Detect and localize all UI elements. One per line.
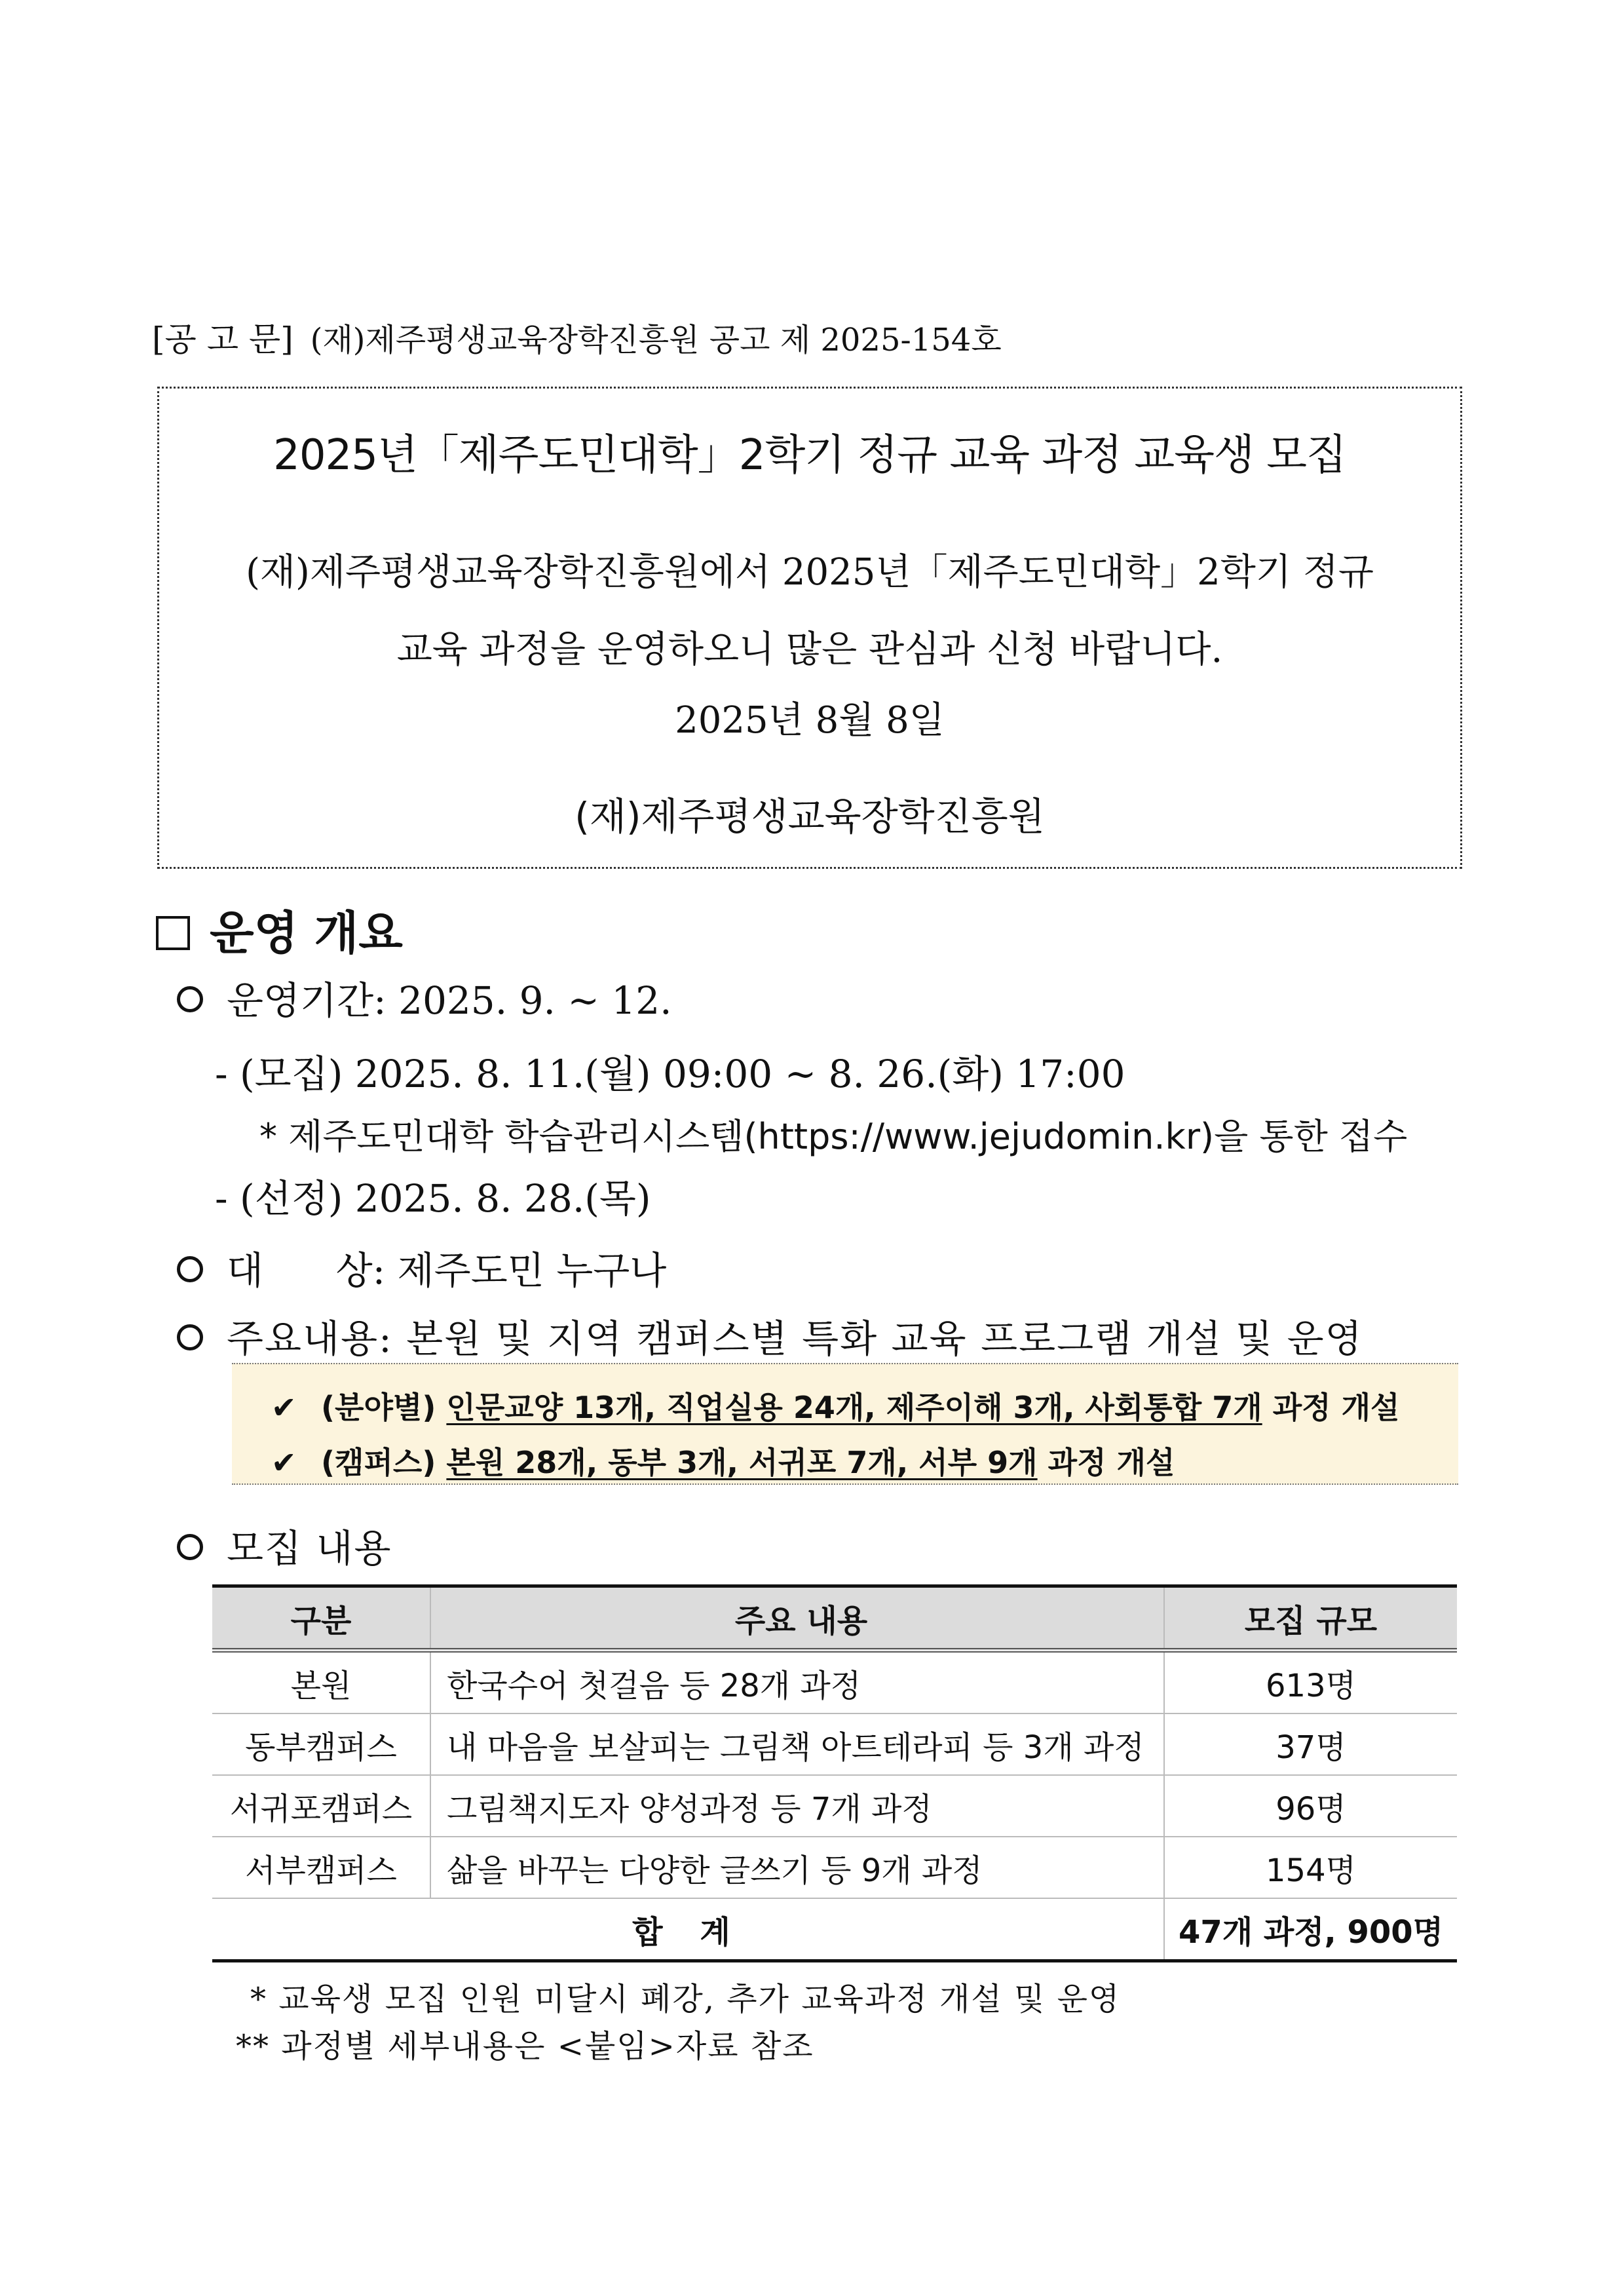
row-scale: 154명 [1164, 1837, 1457, 1898]
table-row [212, 1651, 1457, 1714]
highlight-rest: 과정 개설 [1048, 1445, 1175, 1480]
notice-body [198, 534, 1421, 689]
highlight-rest: 과정 개설 [1272, 1390, 1400, 1425]
notice-header [152, 313, 1002, 360]
table-header-row [212, 1586, 1457, 1651]
table-row [212, 1837, 1457, 1898]
check-icon: ✔ [271, 1390, 297, 1425]
recruit-table [212, 1584, 1457, 1962]
highlight-field [271, 1384, 1399, 1427]
target-label: 대 상: [227, 1248, 386, 1293]
highlight-tag: (캠퍼스) [321, 1445, 436, 1480]
total-label: 합 계 [212, 1898, 1164, 1961]
notice-body-line-1: (재)제주평생교육장학진흥원에서 2025년「제주도민대학」2학기 정규 [246, 551, 1374, 594]
row-scale: 37명 [1164, 1713, 1457, 1775]
row-content: 그림책지도자 양성과정 등 7개 과정 [430, 1775, 1164, 1837]
check-icon: ✔ [271, 1445, 297, 1480]
period-text: 운영기간: 2025. 9. ~ 12. [227, 978, 672, 1023]
row-category: 서귀포캠퍼스 [212, 1775, 430, 1837]
notice-date: 2025년 8월 8일 [675, 699, 945, 742]
footnote-2: ** 과정별 세부내용은 <붙임>자료 참조 [236, 2028, 814, 2065]
content-line [177, 1308, 1363, 1363]
circle-bullet-icon [177, 986, 203, 1012]
recruit-period-line: - (모집) 2025. 8. 11.(월) 09:00 ~ 8. 26.(화) 17:00 [215, 1052, 1125, 1096]
table-total-row [212, 1898, 1457, 1961]
notice-label: [공 고 문] [152, 320, 293, 358]
circle-bullet-icon [177, 1324, 203, 1350]
total-value: 47개 과정, 900명 [1164, 1898, 1457, 1961]
highlight-box [232, 1363, 1458, 1485]
footnote-1: * 교육생 모집 인원 미달시 폐강, 추가 교육과정 개설 및 운영 [250, 1981, 1121, 2018]
target-line [177, 1240, 666, 1295]
recruit-heading-text: 모집 내용 [227, 1526, 392, 1571]
highlight-campus [271, 1439, 1175, 1482]
circle-bullet-icon [177, 1256, 203, 1282]
notice-body-line-2: 교육 과정을 운영하오니 많은 관심과 신청 바랍니다. [396, 628, 1223, 671]
target-value: 제주도민 누구나 [397, 1248, 667, 1293]
row-category: 본원 [212, 1651, 430, 1714]
header-scale: 모집 규모 [1164, 1586, 1457, 1651]
row-scale: 613명 [1164, 1651, 1457, 1714]
row-content: 한국수어 첫걸음 등 28개 과정 [430, 1651, 1164, 1714]
header-content: 주요 내용 [430, 1586, 1164, 1651]
highlight-underlined: 인문교양 13개, 직업실용 24개, 제주이해 3개, 사회통합 7개 [446, 1390, 1262, 1425]
highlight-underlined: 본원 28개, 동부 3개, 서귀포 7개, 서부 9개 [446, 1445, 1038, 1480]
period-line [177, 970, 672, 1025]
notice-title: 2025년「제주도민대학」2학기 정규 교육 과정 교육생 모집 [273, 431, 1346, 480]
notice-organization: (재)제주평생교육장학진흥원 [575, 794, 1045, 839]
highlight-tag: (분야별) [321, 1390, 436, 1425]
header-category: 구분 [212, 1586, 430, 1651]
selection-line: - (선정) 2025. 8. 28.(목) [215, 1176, 651, 1221]
row-category: 서부캠퍼스 [212, 1837, 430, 1898]
row-scale: 96명 [1164, 1775, 1457, 1837]
notice-box [157, 387, 1462, 869]
table-row [212, 1775, 1457, 1837]
recruit-heading-line [177, 1518, 392, 1573]
content-text: 주요내용: 본원 및 지역 캠퍼스별 특화 교육 프로그램 개설 및 운영 [227, 1316, 1363, 1361]
row-content: 내 마음을 보살피는 그림책 아트테라피 등 3개 과정 [430, 1713, 1164, 1775]
notice-number: (재)제주평생교육장학진흥원 공고 제 2025-154호 [310, 322, 1002, 358]
recruit-note-line: * 제주도민대학 학습관리시스템(https://www.jejudomin.kr)을 통한 접수 [259, 1116, 1408, 1157]
square-bullet-icon [156, 916, 190, 950]
table-row [212, 1713, 1457, 1775]
section-title-text: 운영 개요 [210, 906, 403, 960]
row-category: 동부캠퍼스 [212, 1713, 430, 1775]
row-content: 삶을 바꾸는 다양한 글쓰기 등 9개 과정 [430, 1837, 1164, 1898]
circle-bullet-icon [177, 1534, 203, 1560]
section-title [156, 896, 403, 963]
